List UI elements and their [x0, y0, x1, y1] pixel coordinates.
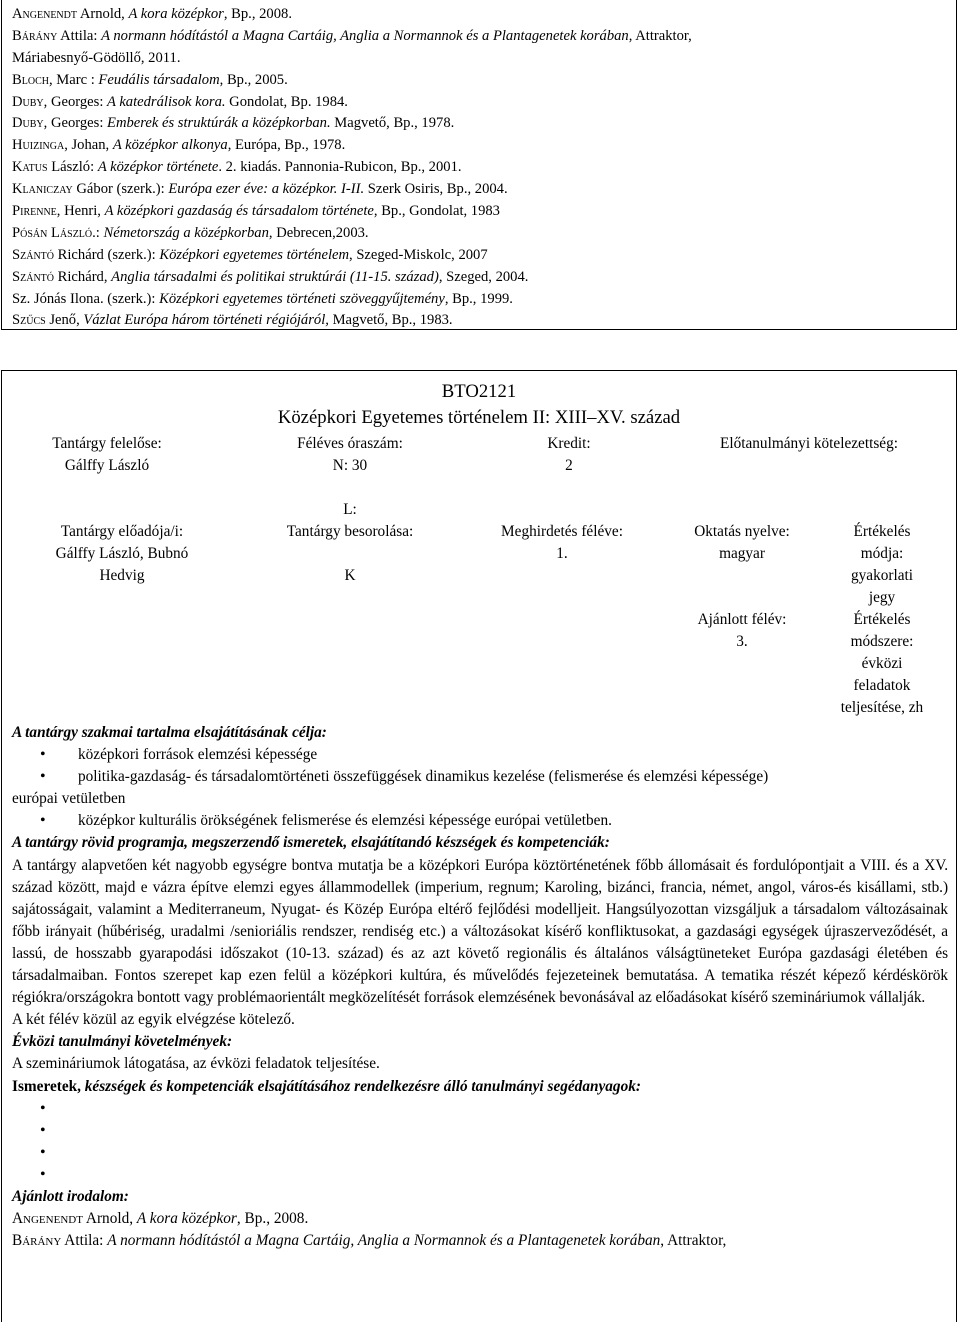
bibliography-entry: [12, 26, 952, 48]
semester-label: Meghirdetés féléve:: [501, 523, 623, 540]
bibliography-entry: [12, 113, 952, 135]
entry-author: Duby: [12, 115, 44, 132]
entry-text: , Marc :: [48, 71, 99, 88]
goal-item: • politika-gazdaság- és társadalomtörténeti összefüggések dinamikus kezelése (felismerése és elemzési képessége): [12, 766, 948, 788]
entry-author: Bloch: [12, 71, 49, 88]
recommended-semester-cell: [662, 609, 822, 653]
entry-text: Máriabesnyő-Gödöllő, 2011.: [12, 49, 181, 66]
entry-text: , Bp., 2008.: [236, 1210, 309, 1228]
requirements-heading: Évközi tanulmányi követelmények:: [12, 1033, 233, 1051]
entry-text: Jenő,: [45, 312, 84, 329]
bibliography-entry: [12, 201, 952, 223]
evaluation-value: gyakorlati: [850, 567, 914, 584]
entry-text: , Bp., 2008.: [223, 6, 292, 22]
goal-item: • középkor kulturális örökségének felismerése és elemzési képessége európai vetületben.: [12, 810, 948, 832]
entry-author: Szántó: [12, 246, 54, 263]
entry-text: , Johan,: [64, 137, 113, 154]
lecturer-cell: [12, 521, 232, 587]
entry-title: Feudális társadalom: [98, 71, 220, 88]
entry-text: Szerk Osiris, Bp., 2004.: [364, 181, 508, 198]
entry-text: . 2. kiadás. Pannonia-Rubicon, Bp., 2001.: [218, 159, 462, 176]
entry-title: A normann hódítástól a Magna Cartáig, Anglia a Normannok és a Plantagenetek korában: [101, 27, 629, 44]
aids-item: [12, 1098, 948, 1120]
program-text: A tantárgy alapvetően két nagyobb egységre bontva mutatja be a középkori Európa köztörténetének főbb állomásait és fordulópontjait a VIII. és a XV. század között, majd e vázra építve elemzi egyes állammodellek (imperium, regnum; Karoling, bizánci, francia, német, angol, város-és kisállami, stb.) sajátosságait, valamint a Mediterraneum, Nyugat- és Közép Európa eltérő fejlődési modelljeit. Hangsúlyozottan vizsgáljuk a társadalom változásainak főbb irányait (hűbériség, uradalmi /senioriális rendszer, rendiség etc.) a változásokat kísérő konfliktusokat, a gazdasági egységek újraszerveződését, a lassú, de hosszabb gyarapodási időszakot (10-13. század) és az azt követő regionális és általános válságtüneteket Európa gazdasági életében és társadalmaiban. Fontos szerepet kap ezen felül a középkori kultúra, és művelődés fejezeteinek bemutatása. A tematika részét képező kérdéskörök régiókra/országokra bontott vagy problémaorientált megközelítését források elemzésének bevonásával az előadásokat kísérő szemináriumok vállalják.: [12, 856, 948, 1007]
requirements-text: A szemináriumok látogatása, az évközi feladatok teljesítése.: [12, 1055, 380, 1073]
semester-value: 1.: [556, 545, 568, 562]
classification-value: K: [344, 567, 356, 584]
aids-item: [12, 1120, 948, 1142]
aids-heading: [12, 1076, 948, 1098]
entry-title: A kora középkor: [136, 1210, 237, 1228]
responsible-cell: [17, 433, 197, 477]
bibliography-list: [12, 4, 952, 332]
classification-cell: [260, 521, 440, 587]
responsible-label: Tantárgy felelőse:: [52, 435, 162, 452]
hours-cell: [260, 433, 440, 477]
bibliography-entry: [12, 179, 952, 201]
entry-title: Középkori egyetemes történeti szöveggyűjtemény: [159, 290, 445, 307]
classification-label: Tantárgy besorolása:: [286, 523, 414, 540]
evaluation-label: Értékelés: [853, 523, 911, 540]
hours-l: L:: [343, 501, 357, 518]
entry-title: Vázlat Európa három történeti régiójáról,: [83, 312, 329, 329]
entry-text: Arnold,: [76, 6, 129, 22]
aids-item: [12, 1164, 948, 1186]
bibliography-entry: [12, 135, 952, 157]
bibliography-entry: [12, 310, 952, 332]
previous-bibliography-box: [1, 0, 957, 330]
evaluation-method-value: évközi: [861, 655, 903, 672]
goal-item-cont: európai vetületben: [12, 790, 126, 808]
entry-text: , Szeged-Miskolc, 2007: [349, 246, 488, 263]
entry-text: .:: [92, 224, 104, 241]
bibliography-entry: [12, 1208, 948, 1230]
program-heading: A tantárgy rövid programja, megszerzendő ismeretek, elsajátítandó készségek és kompetenciák:: [12, 834, 610, 852]
entry-author: Szűcs: [12, 312, 46, 329]
credit-label: Kredit:: [547, 435, 591, 452]
entry-author: Szántó: [12, 268, 54, 285]
aids-heading-bold: Ismeretek,: [12, 1077, 85, 1095]
entry-author: Angenendt: [12, 6, 77, 22]
semester-cell: [472, 521, 652, 565]
entry-title: A középkori gazdaság és társadalom története: [104, 203, 374, 220]
hours-value: N: 30: [332, 457, 368, 474]
entry-text: Gábor (szerk.):: [72, 181, 169, 198]
entry-title: Anglia társadalmi és politikai struktúrái (11-15. század): [111, 268, 439, 285]
entry-author: Huizinga: [12, 137, 65, 154]
bibliography-entry: [12, 267, 952, 289]
bibliography-entry: [12, 92, 952, 114]
evaluation-method-label: Értékelés: [853, 611, 911, 628]
evaluation-method-value-cont: feladatok: [853, 677, 911, 694]
entry-author: Katus: [12, 159, 48, 176]
entry-text: Magvető, Bp., 1983.: [328, 312, 453, 329]
course-title: Középkori Egyetemes történelem II: XIII–XV. század: [277, 407, 681, 428]
course-description: [12, 722, 948, 1252]
entry-text: , Attraktor,: [628, 27, 692, 44]
bibliography-entry: [12, 157, 952, 179]
aids-item: [12, 1142, 948, 1164]
entry-text: , Bp., 2005.: [219, 71, 288, 88]
program-note: A két félév közül az egyik elvégzése kötelező.: [12, 1011, 295, 1029]
evaluation-cell: [812, 521, 952, 719]
bibliography-entry: [12, 4, 952, 26]
entry-text: , Georges:: [43, 93, 108, 110]
entry-author: Klaniczay: [12, 181, 73, 198]
entry-title: Németország a középkorban: [103, 224, 269, 241]
entry-author: Angenendt: [12, 1210, 83, 1228]
bibliography-entry: [12, 70, 952, 92]
entry-title: A középkor története: [97, 159, 219, 176]
goal-item: • középkori források elemzési képessége: [12, 744, 948, 766]
bibliography-entry: [12, 48, 952, 70]
entry-title: A középkor alkonya: [112, 137, 228, 154]
credit-cell: [499, 433, 639, 477]
language-label: Oktatás nyelve:: [694, 523, 790, 540]
aids-heading-rest: készségek és kompetenciák elsajátításához rendelkezésre álló tanulmányi segédanyagok:: [84, 1077, 641, 1095]
evaluation-method-value-end: teljesítése, zh: [840, 699, 924, 716]
lecturer-name: Gálffy László, Bubnó: [55, 545, 189, 562]
entry-text: Sz. Jónás Ilona. (szerk.):: [12, 290, 160, 307]
entry-title: Európa ezer éve: a középkor. I-II.: [168, 181, 365, 198]
bibliography-entry: [12, 223, 952, 245]
entry-text: Attila:: [61, 1232, 108, 1250]
entry-text: , Georges:: [43, 115, 108, 132]
entry-text: Richárd,: [54, 268, 112, 285]
bibliography-entry: [12, 289, 952, 311]
lecturer-label: Tantárgy előadója/i:: [60, 523, 184, 540]
literature-list: [12, 1208, 948, 1252]
entry-author: Bárány: [12, 1232, 62, 1250]
entry-title: Középkori egyetemes történelem: [159, 246, 350, 263]
entry-author: Bárány: [12, 27, 58, 44]
prerequisite-cell: [674, 433, 944, 455]
entry-title: A katedrálisok kora.: [107, 93, 226, 110]
recommended-semester-label: Ajánlott félév:: [697, 611, 787, 628]
entry-text: , Henri,: [56, 203, 105, 220]
entry-text: , Bp., 1999.: [444, 290, 513, 307]
entry-text: Gondolat, Bp. 1984.: [225, 93, 348, 110]
language-value: magyar: [719, 545, 765, 562]
entry-text: Magvető, Bp., 1978.: [330, 115, 455, 132]
evaluation-label-cont: módja:: [860, 545, 904, 562]
course-code: BTO2121: [441, 381, 517, 402]
credit-value: 2: [565, 457, 573, 474]
recommended-semester-value: 3.: [736, 633, 748, 650]
entry-author: Pósán László: [12, 224, 93, 241]
entry-title: A kora középkor: [128, 6, 224, 22]
entry-author: Pirenne: [12, 203, 57, 220]
entry-text: , Európa, Bp., 1978.: [227, 137, 346, 154]
course-sheet: [1, 370, 957, 1322]
entry-text: , Debrecen,2003.: [268, 224, 369, 241]
goal-heading: A tantárgy szakmai tartalma elsajátításának célja:: [12, 724, 327, 741]
entry-text: , Bp., Gondolat, 1983: [373, 203, 500, 220]
entry-text: László:: [47, 159, 98, 176]
responsible-name: Gálffy László: [64, 457, 150, 474]
entry-title: A normann hódítástól a Magna Cartáig, Anglia a Normannok és a Plantagenetek korában: [107, 1232, 661, 1250]
entry-title: Emberek és struktúrák a középkorban.: [107, 115, 331, 132]
bibliography-entry: [12, 245, 952, 267]
evaluation-value-cont: jegy: [868, 589, 896, 606]
entry-text: , Szeged, 2004.: [438, 268, 529, 285]
entry-text: Arnold,: [82, 1210, 137, 1228]
literature-heading: Ajánlott irodalom:: [12, 1187, 129, 1205]
lecturer-name-cont: Hedvig: [99, 567, 145, 584]
language-cell: [662, 521, 822, 565]
entry-text: , Attraktor,: [660, 1232, 727, 1250]
entry-text: Richárd (szerk.):: [54, 246, 160, 263]
bibliography-entry: [12, 1230, 948, 1252]
hours-label: Féléves óraszám:: [297, 435, 403, 452]
evaluation-method-label-cont: módszere:: [850, 633, 914, 650]
prerequisite-label: Előtanulmányi kötelezettség:: [720, 435, 898, 452]
entry-author: Duby: [12, 93, 44, 110]
entry-text: Attila:: [57, 27, 102, 44]
